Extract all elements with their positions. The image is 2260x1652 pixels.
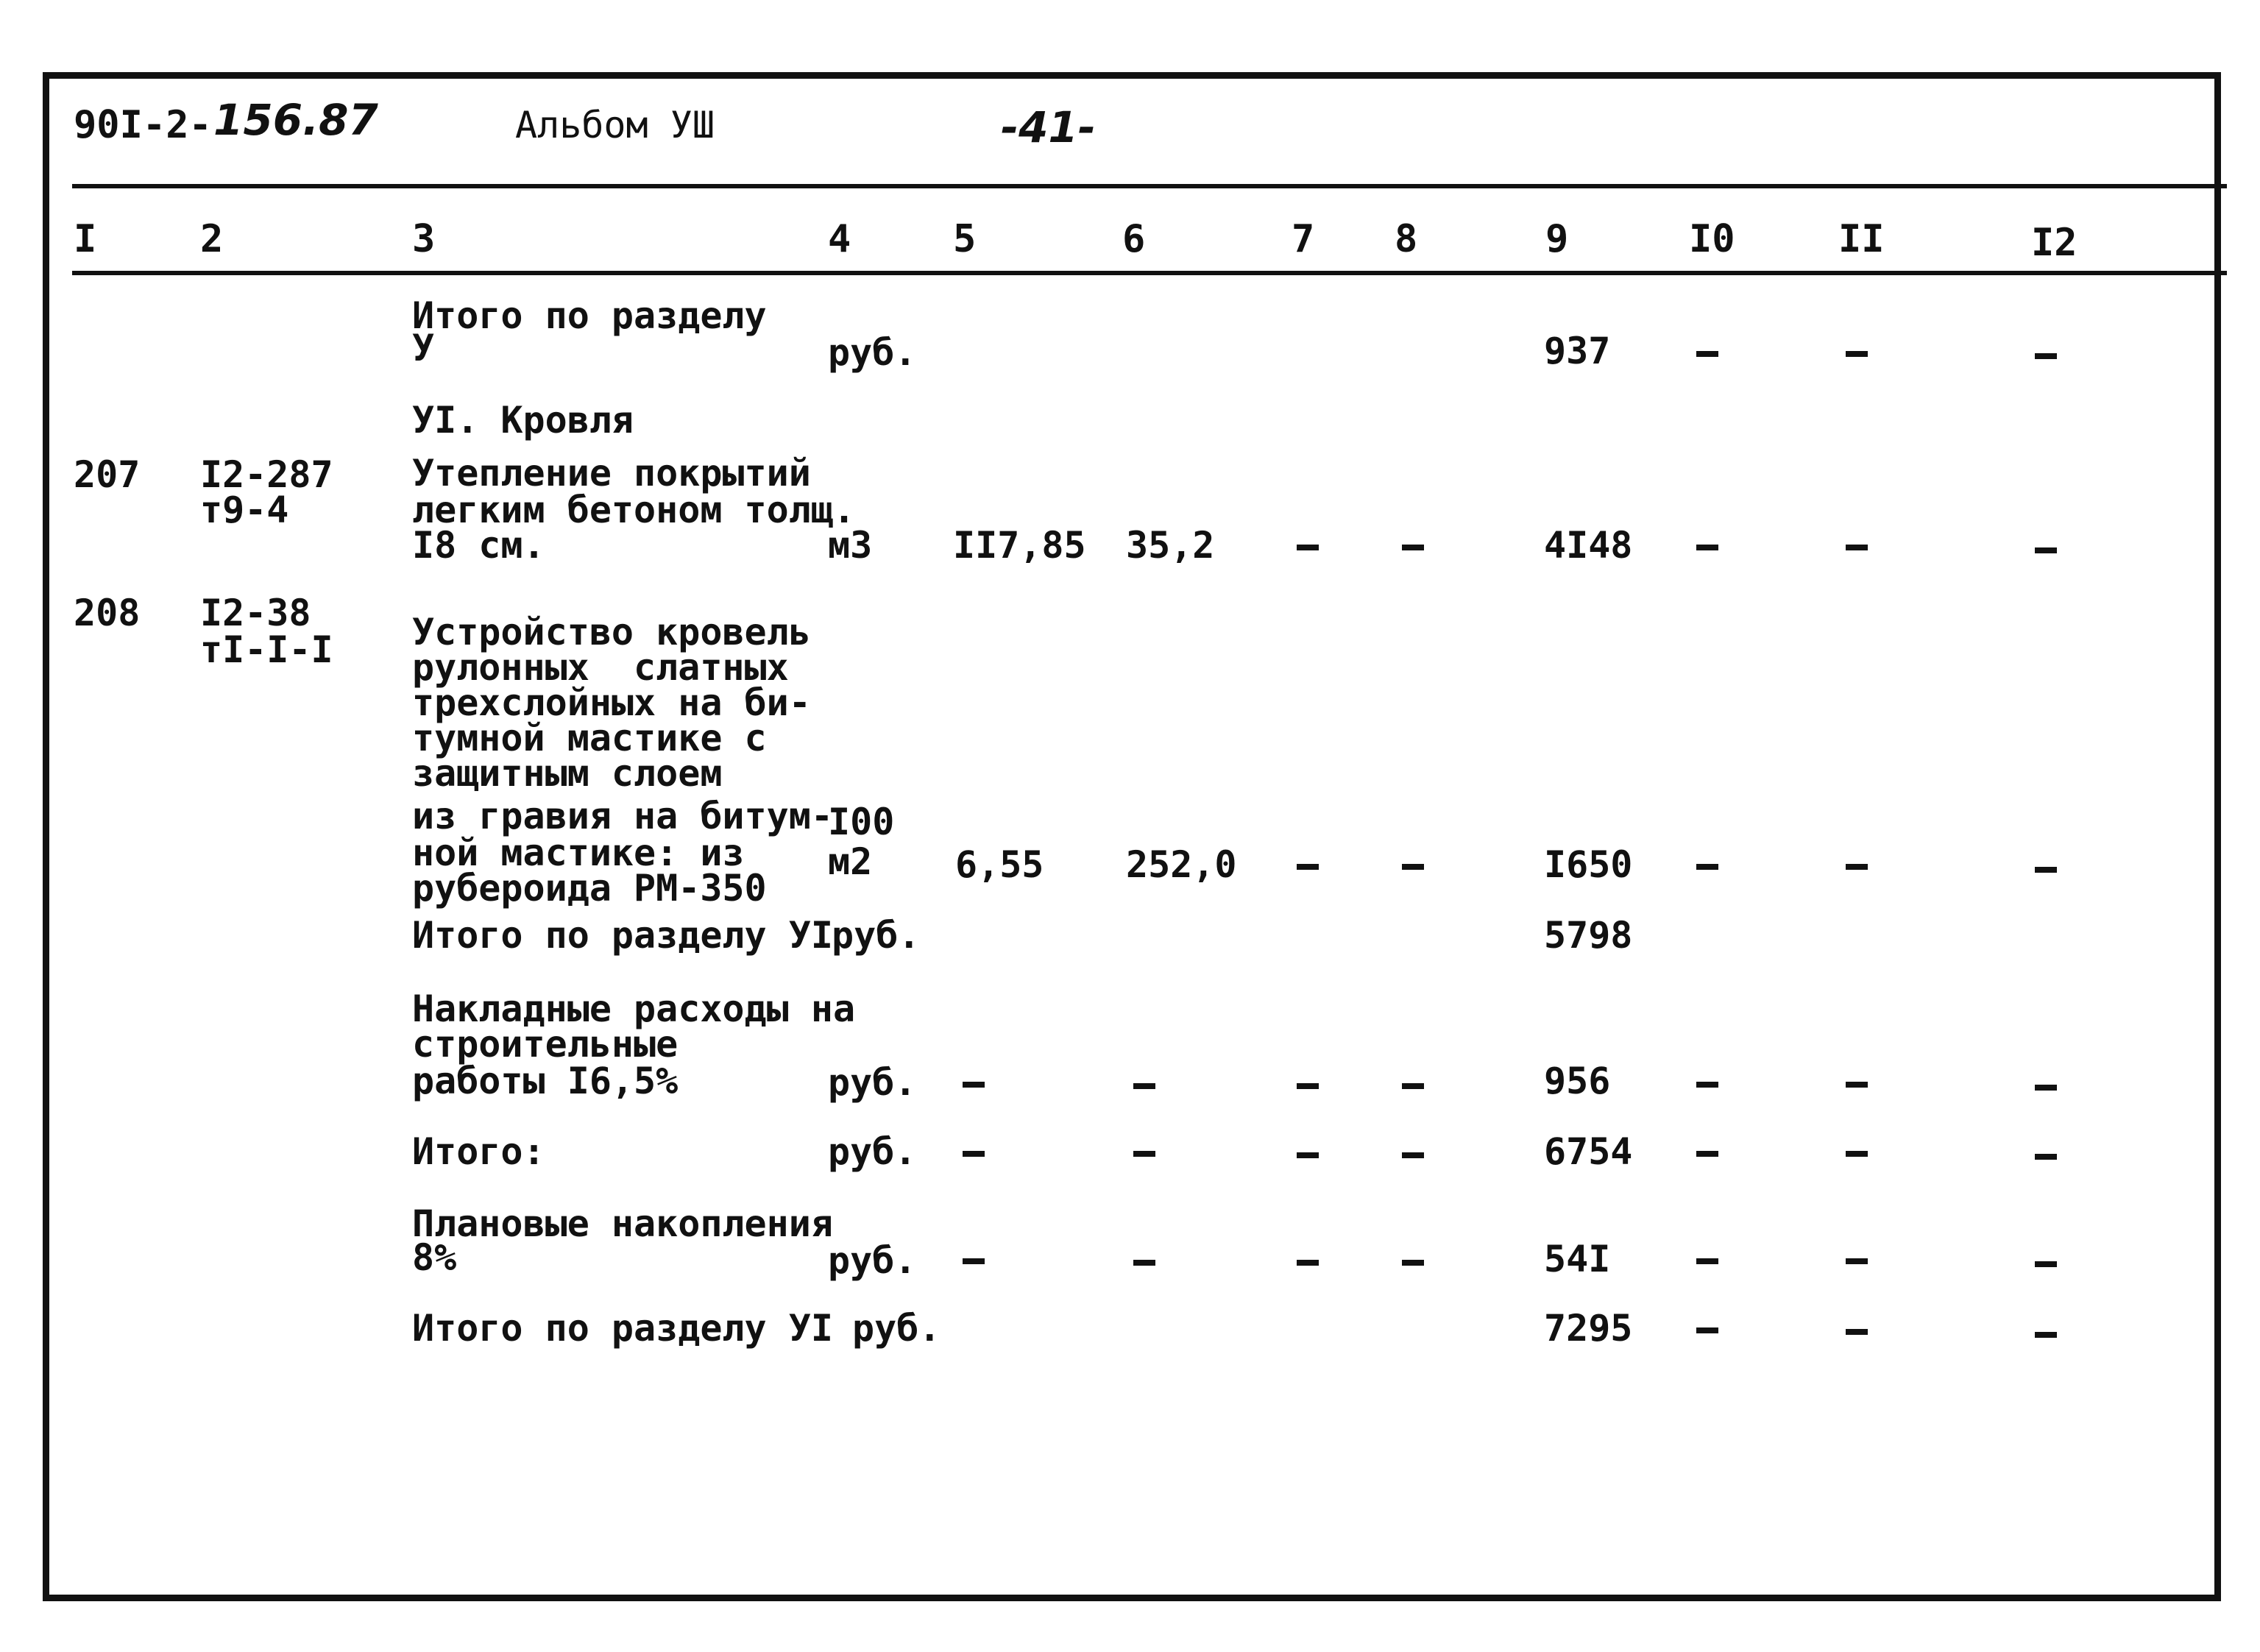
row-208-c10 xyxy=(1696,864,1718,870)
section-vi-title: УI. Кровля xyxy=(412,399,634,442)
total-v-c9: 937 xyxy=(1544,330,1611,372)
row-208-desc-8: рубероида РМ-350 xyxy=(412,867,767,910)
subtotal-c9: 6754 xyxy=(1544,1130,1633,1173)
total-vi-desc: Итого по разделу УI xyxy=(412,914,833,957)
planned-savings-c8 xyxy=(1402,1260,1424,1266)
col-header-6: 6 xyxy=(1122,217,1146,261)
row-208-c5: 6,55 xyxy=(955,843,1044,886)
total-vi-final-c10 xyxy=(1696,1327,1718,1333)
col-header-3: 3 xyxy=(412,217,436,261)
overhead-c10 xyxy=(1696,1082,1718,1088)
overhead-desc-2: строительные xyxy=(412,1023,679,1066)
total-vi-final-c11 xyxy=(1846,1329,1868,1335)
subtotal-c5 xyxy=(963,1151,985,1157)
overhead-desc-1: Накладные расходы на xyxy=(412,988,856,1030)
overhead-c5 xyxy=(963,1082,985,1088)
overhead-c6 xyxy=(1133,1083,1155,1089)
planned-savings-c11 xyxy=(1846,1258,1868,1264)
doc-code-handwritten: 156.87 xyxy=(213,95,378,145)
total-v-unit: руб. xyxy=(828,331,917,374)
row-208-desc-5: защитным слоем xyxy=(412,752,723,795)
overhead-c11 xyxy=(1846,1082,1868,1088)
col-header-7: 7 xyxy=(1292,217,1315,261)
total-v-c10 xyxy=(1696,351,1718,357)
overhead-c7 xyxy=(1297,1083,1319,1089)
col-header-10: I0 xyxy=(1689,217,1735,261)
row-208-desc-6: из гравия на битум- xyxy=(412,795,833,837)
subtotal-c10 xyxy=(1696,1151,1718,1157)
subtotal-c8 xyxy=(1402,1152,1424,1158)
total-vi-unit: руб. xyxy=(832,914,921,957)
subtotal-c12 xyxy=(2035,1154,2057,1160)
row-207-c7 xyxy=(1297,545,1319,550)
total-v-desc-2: У xyxy=(412,327,435,369)
album-label: Альбом УШ xyxy=(515,104,715,146)
total-vi-final-desc: Итого по разделу УI xyxy=(412,1307,833,1350)
planned-savings-c5 xyxy=(963,1258,985,1264)
row-208-unit-1: I00 xyxy=(828,801,895,843)
row-207-c12 xyxy=(2035,547,2057,553)
subtotal-c11 xyxy=(1846,1151,1868,1157)
row-208-c12 xyxy=(2035,867,2057,873)
row-207-c11 xyxy=(1846,545,1868,550)
row-207-code-1: I2-287 xyxy=(200,453,333,496)
row-208-desc-3: трехслойных на би- xyxy=(412,681,811,724)
col-header-8: 8 xyxy=(1395,217,1418,261)
total-v-desc-1: Итого по разделу xyxy=(412,294,767,337)
row-208-code-2: тI-I-I xyxy=(200,628,333,671)
column-header-rule xyxy=(72,271,2227,275)
planned-savings-c9: 54I xyxy=(1544,1238,1611,1280)
overhead-unit: руб. xyxy=(828,1061,917,1104)
col-header-5: 5 xyxy=(953,217,977,261)
planned-savings-c12 xyxy=(2035,1261,2057,1267)
total-v-c11 xyxy=(1846,351,1868,357)
page-number: -41- xyxy=(1001,102,1096,152)
page-frame xyxy=(43,72,2221,1601)
row-208-c11 xyxy=(1846,864,1868,870)
subtotal-unit: руб. xyxy=(828,1130,917,1173)
row-208-c7 xyxy=(1297,864,1319,870)
row-207-desc-1: Утепление покрытий xyxy=(412,452,811,494)
subtotal-c6 xyxy=(1133,1151,1155,1157)
row-208-c9: I650 xyxy=(1544,843,1633,886)
overhead-c12 xyxy=(2035,1085,2057,1091)
planned-savings-desc-1: Плановые накопления xyxy=(412,1202,833,1245)
col-header-1: I xyxy=(74,217,97,261)
col-header-4: 4 xyxy=(828,217,851,261)
row-207-c8 xyxy=(1402,545,1424,550)
row-208-num: 208 xyxy=(74,592,141,634)
row-207-code-2: т9-4 xyxy=(200,489,289,531)
col-header-2: 2 xyxy=(200,217,224,261)
col-header-11: II xyxy=(1838,217,1885,261)
row-208-desc-7: ной мастике: из xyxy=(412,832,745,874)
total-v-c12 xyxy=(2035,353,2057,359)
row-207-c9: 4I48 xyxy=(1544,524,1633,567)
overhead-c9: 956 xyxy=(1544,1060,1611,1102)
planned-savings-c10 xyxy=(1696,1258,1718,1264)
planned-savings-c6 xyxy=(1133,1260,1155,1266)
total-vi-final-c12 xyxy=(2035,1332,2057,1338)
row-208-unit-2: м2 xyxy=(828,840,873,883)
subtotal-c7 xyxy=(1297,1152,1319,1158)
planned-savings-unit: руб. xyxy=(828,1239,917,1282)
planned-savings-desc-2: 8% xyxy=(412,1236,457,1279)
row-208-desc-2: рулонных слатных xyxy=(412,646,789,689)
planned-savings-c7 xyxy=(1297,1260,1319,1266)
total-vi-c9: 5798 xyxy=(1544,914,1633,957)
row-208-desc-1: Устройство кровель xyxy=(412,611,811,653)
row-207-c5: II7,85 xyxy=(953,524,1086,567)
row-208-c6: 252,0 xyxy=(1126,843,1237,886)
row-207-unit: м3 xyxy=(828,524,873,567)
total-vi-final-c9: 7295 xyxy=(1544,1307,1633,1350)
total-vi-final-unit: руб. xyxy=(852,1307,941,1350)
row-207-desc-2: легким бетоном толщ. xyxy=(412,489,856,531)
doc-code: 90I-2- xyxy=(74,103,212,147)
col-header-12: I2 xyxy=(2031,221,2077,265)
overhead-c8 xyxy=(1402,1083,1424,1089)
row-208-code-1: I2-38 xyxy=(200,592,311,634)
subtotal-desc: Итого: xyxy=(412,1130,545,1173)
col-header-9: 9 xyxy=(1545,217,1569,261)
row-208-desc-4: тумной мастике с xyxy=(412,717,767,759)
row-207-desc-3: I8 см. xyxy=(412,524,545,567)
overhead-desc-3: работы I6,5% xyxy=(412,1060,679,1102)
row-207-c6: 35,2 xyxy=(1126,524,1215,567)
row-208-c8 xyxy=(1402,864,1424,870)
row-207-c10 xyxy=(1696,545,1718,550)
header-rule xyxy=(72,184,2227,188)
row-207-num: 207 xyxy=(74,453,141,496)
